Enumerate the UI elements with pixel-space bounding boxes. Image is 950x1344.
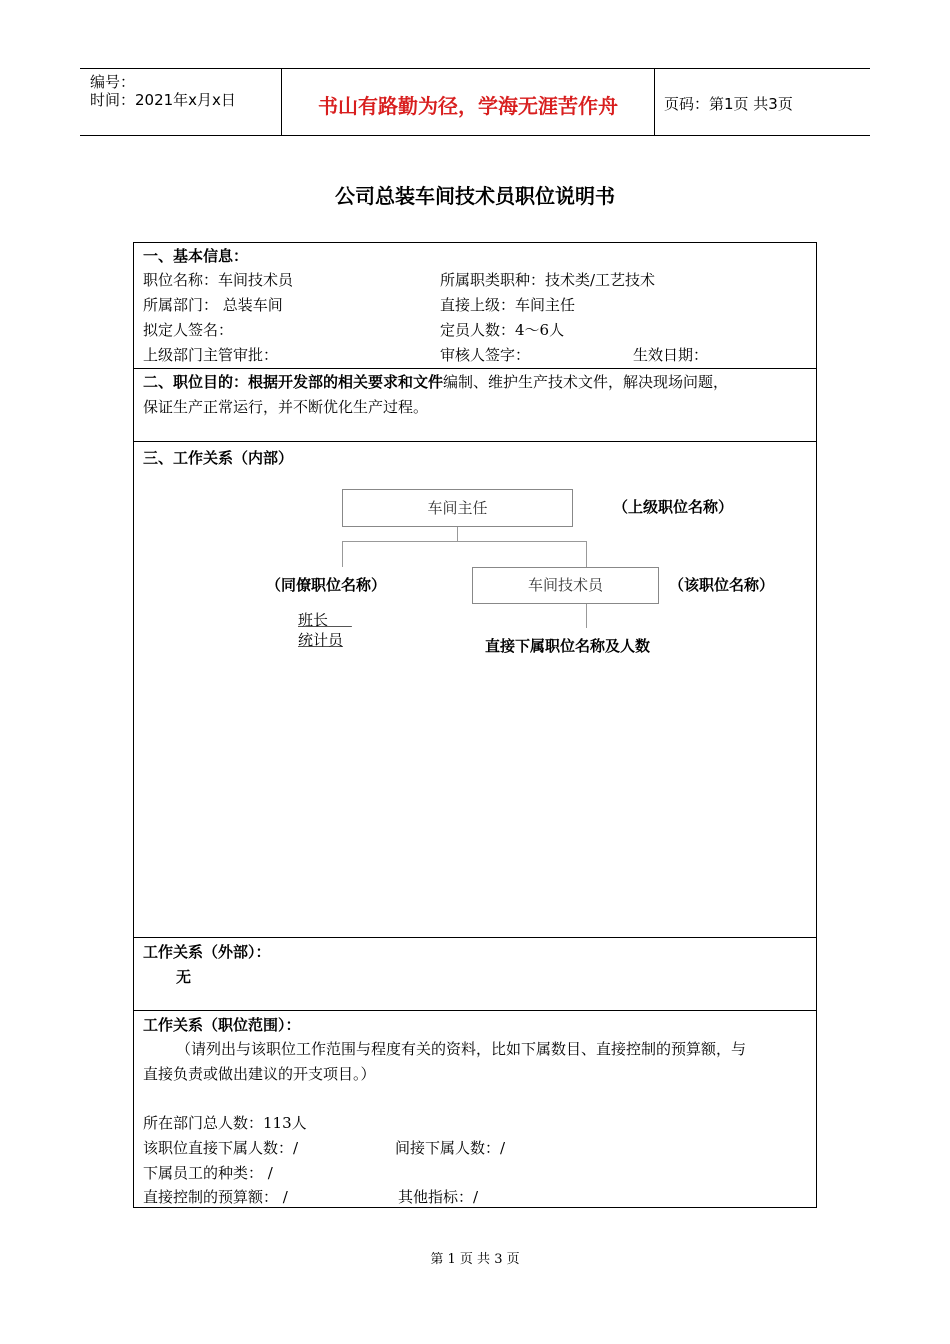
row-divider-2 — [133, 441, 817, 442]
effective-date: 生效日期： — [633, 346, 709, 364]
header-page-info: 页码：第1页 共3页 — [664, 95, 793, 113]
row-divider-4 — [133, 1010, 817, 1011]
scope-note-1: （请列出与该职位工作范围与程度有关的资料，比如下属数目、直接控制的预算额，与 — [176, 1040, 747, 1058]
peer-item-2: 统计员 — [298, 631, 344, 649]
purpose-label: 二、职位目的：根据开发部的相关要求和文件 — [143, 373, 444, 391]
peer-caption: （同僚职位名称） — [266, 576, 387, 594]
supervisor-caption: （上级职位名称） — [613, 498, 734, 516]
header-bottom-rule — [80, 135, 870, 136]
scope-note-2: 直接负责或做出建议的开支项目。） — [143, 1065, 376, 1083]
document-title: 公司总装车间技术员职位说明书 — [335, 184, 615, 208]
header-top-rule — [80, 68, 870, 69]
scope-heading: 工作关系（职位范围）： — [143, 1016, 301, 1034]
dept-total: 所在部门总人数：113人 — [143, 1114, 307, 1132]
job-category: 所属职类职种：技术类/工艺技术 — [440, 271, 656, 289]
indirect-subordinates: 间接下属人数：/ — [395, 1139, 506, 1157]
budget-control: 直接控制的预算额： / — [143, 1188, 288, 1206]
purpose-line-1 — [143, 370, 728, 394]
header-time-label: 时间：2021年x月x日 — [90, 91, 236, 109]
row-divider-3 — [133, 937, 817, 938]
row-divider-1 — [133, 368, 817, 369]
position-name: 职位名称：车间技术员 — [143, 271, 294, 289]
connector-down — [457, 527, 458, 541]
header-motto: 书山有路勤为径，学海无涯苦作舟 — [318, 94, 618, 118]
department: 所属部门： 总装车间 — [143, 296, 283, 314]
connector-subordinate — [586, 604, 587, 628]
connector-self — [586, 541, 587, 567]
other-indicators: 其他指标：/ — [398, 1188, 479, 1206]
basic-info-heading: 一、基本信息： — [143, 247, 249, 265]
subordinate-caption: 直接下属职位名称及人数 — [485, 637, 651, 655]
dept-approval: 上级部门主管审批： — [143, 346, 279, 364]
page-footer: 第 1 页 共 3 页 — [430, 1252, 520, 1267]
subordinate-types: 下属员工的种类： / — [143, 1164, 273, 1182]
header-number-label: 编号： — [90, 73, 136, 91]
self-position-caption: （该职位名称） — [669, 576, 775, 594]
purpose-text-2: 保证生产正常运行，并不断优化生产过程。 — [143, 398, 429, 416]
header-divider-right — [654, 68, 655, 135]
connector-horizontal — [342, 541, 586, 542]
peer-item-1: 班长 — [298, 611, 329, 629]
external-relations-heading: 工作关系（外部）： — [143, 943, 271, 961]
headcount: 定员人数：4～6人 — [440, 321, 565, 339]
purpose-text-1: 编制、维护生产技术文件，解决现场问题， — [443, 373, 729, 391]
external-relations-value: 无 — [176, 968, 192, 986]
drafter-signature: 拟定人签名： — [143, 321, 234, 339]
self-position-box: 车间技术员 — [472, 567, 659, 604]
direct-supervisor: 直接上级：车间主任 — [440, 296, 576, 314]
connector-peer — [342, 541, 343, 567]
supervisor-box: 车间主任 — [342, 489, 573, 527]
direct-subordinates: 该职位直接下属人数：/ — [143, 1139, 299, 1157]
internal-relations-heading: 三、工作关系（内部） — [143, 449, 294, 467]
reviewer-signature: 审核人签字： — [440, 346, 531, 364]
